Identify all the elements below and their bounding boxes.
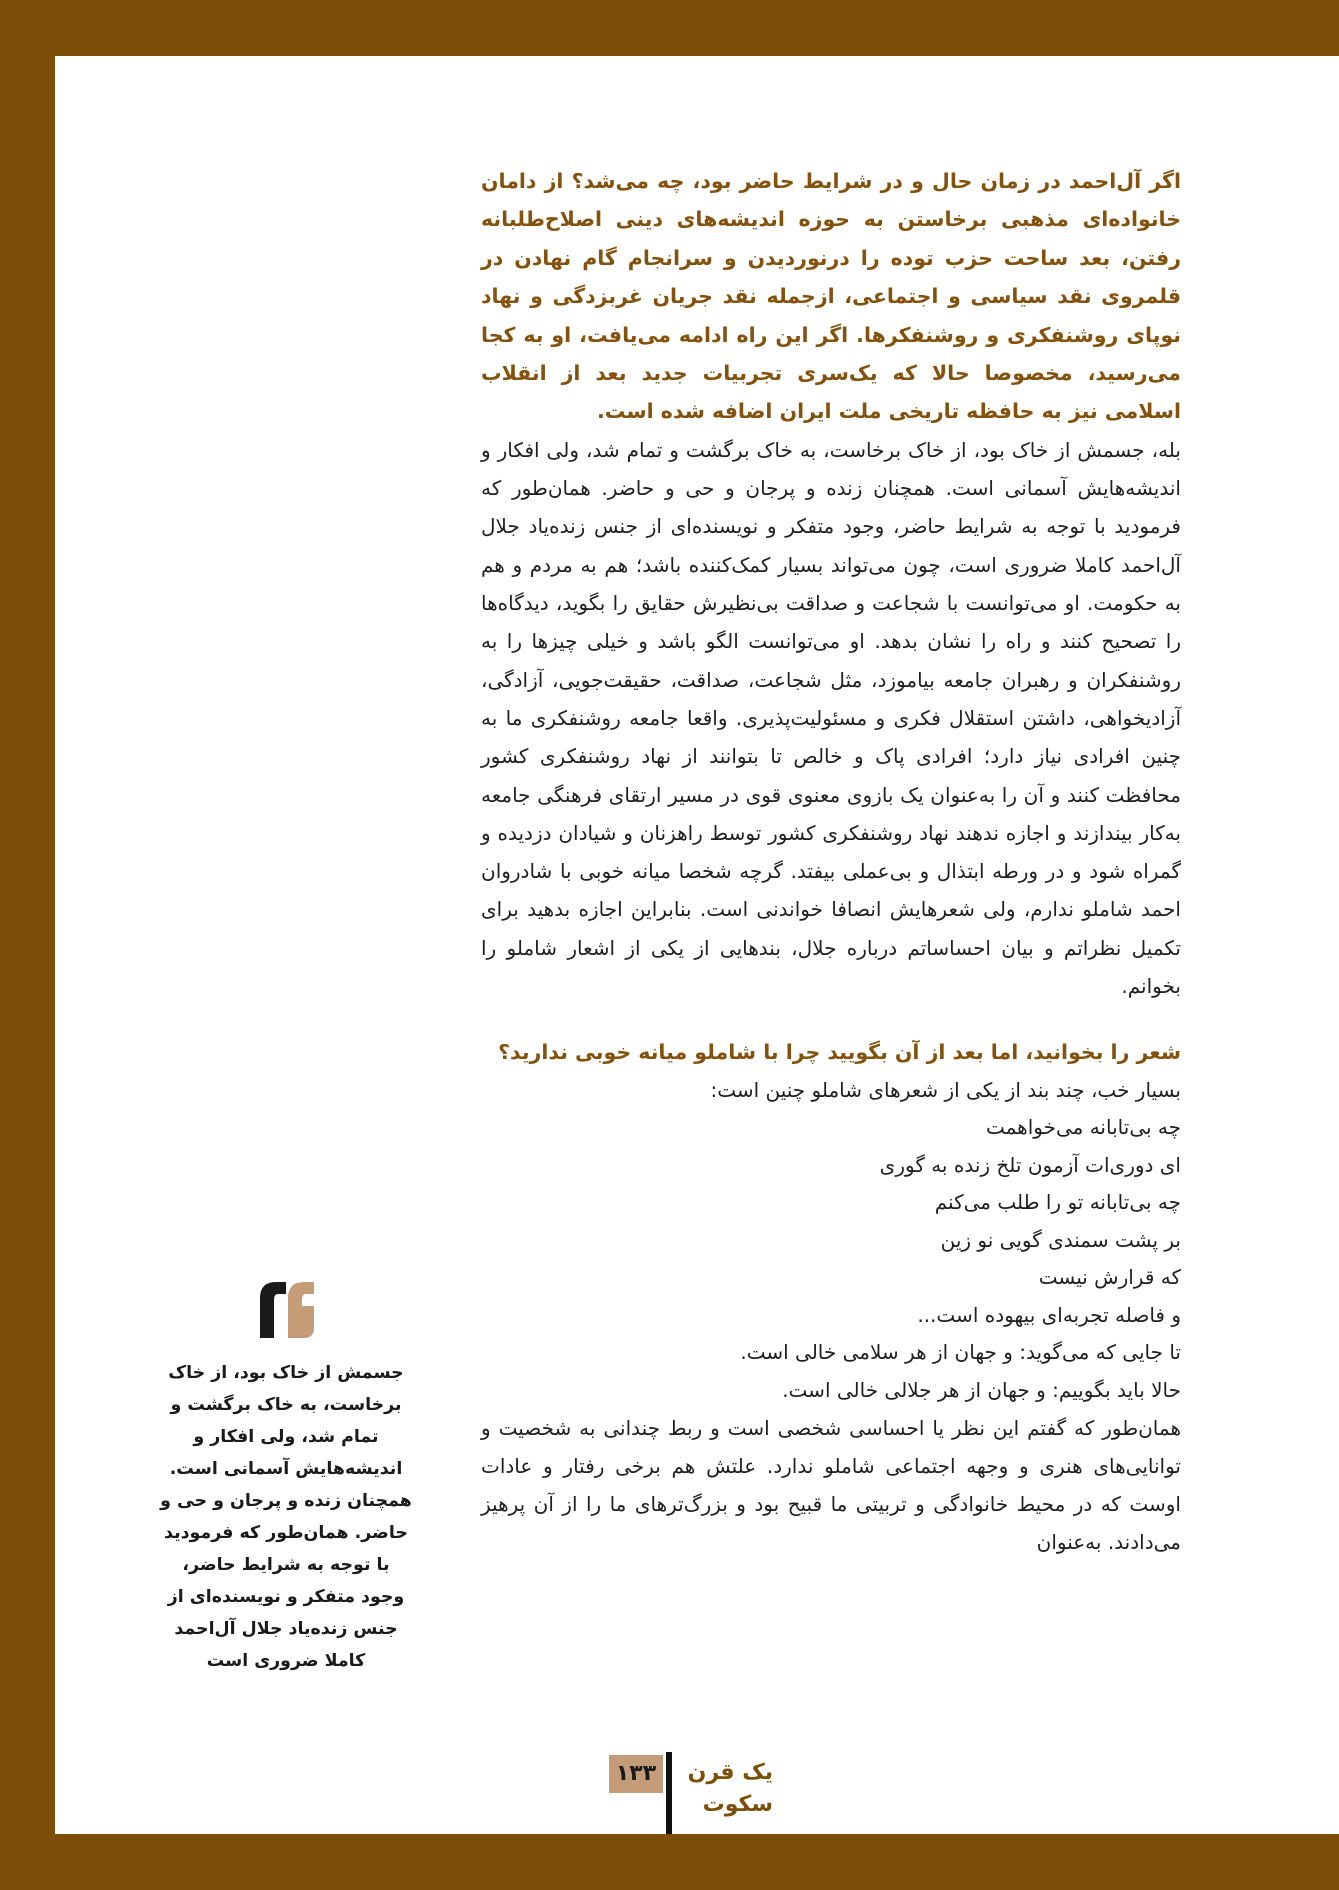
interview-answer-2: همان‌طور که گفتم این نظر یا احساسی شخصی است و ربط چندانی به شخصیت و توانایی‌های هنری و وجهه اجتماعی شاملو ندارد. علتش هم برخی رفتار و عادات اوست که در محیط خانوادگی و تربیتی ما قبیح بود و بزرگ‌ترهای ما را از آن پرهیز می‌دادند. به‌عنوان	[481, 1416, 1181, 1555]
answer-2-intro: بسیار خب، چند بند از یکی از شعرهای شاملو چنین است:	[710, 1077, 1181, 1102]
poem	[481, 1109, 1181, 1334]
poem-line: که قرارش نیست	[1038, 1265, 1181, 1290]
poem-line: بر پشت سمندی گویی نو زین	[940, 1227, 1181, 1252]
footer-divider	[666, 1752, 672, 1834]
section-title-line-1: یک قرن	[687, 1760, 773, 1785]
after-poem-line-1: تا جایی که می‌گوید: و جهان از هر سلامی خالی است.	[740, 1340, 1181, 1365]
quote-mark-icon	[252, 1280, 322, 1340]
page-number: ۱۳۳	[609, 1755, 663, 1793]
interview-question-1: اگر آل‌احمد در زمان حال و در شرایط حاضر بود، چه می‌شد؟ از دامان خانواده‌ای مذهبی برخاستن به حوزه اندیشه‌های دینی اصلاح‌طلبانه رفتن، بعد ساحت حزب توده را درنوردیدن و سرانجام گام نهادن در قلمروی نقد سیاسی و اجتماعی، ازجمله نقد جریان غربزدگی و نهاد نوپای روشنفکری و روشنفکرها. اگر این راه ادامه می‌یافت، او به کجا می‌رسید، مخصوصا حالا که یک‌سری تجربیات جدید بعد از انقلاب اسلامی نیز به حافظه تاریخی ملت ایران اضافه شده است.	[481, 169, 1181, 424]
section-title	[683, 1757, 773, 1821]
poem-line: و فاصله تجربه‌ای بیهوده است...	[917, 1302, 1181, 1327]
interview-question-2: شعر را بخوانید، اما بعد از آن بگویید چرا با شاملو میانه خوبی ندارید؟	[498, 1040, 1181, 1065]
main-column	[481, 162, 1181, 1561]
poem-line: چه بی‌تابانه می‌خواهمت	[985, 1115, 1181, 1140]
pull-quote: جسمش از خاک بود، از خاک برخاست، به خاک برگشت و تمام شد، ولی افکار و اندیشه‌هایش آسمانی است. همچنان زنده و پرجان و حی و حاضر. همان‌طور که فرمودید با توجه به شرایط حاضر، وجود متفکر و نویسنده‌ای از جنس زنده‌یاد جلال آل‌احمد کاملا ضروری است	[160, 1363, 412, 1671]
interview-answer-1: بله، جسمش از خاک بود، از خاک برخاست، به خاک برگشت و تمام شد، ولی افکار و اندیشه‌هایش آسمانی است. همچنان زنده و پرجان و حی و حاضر. همان‌طور که فرمودید با توجه به شرایط حاضر، وجود متفکر و نویسنده‌ای از جنس زنده‌یاد جلال آل‌احمد کاملا ضروری است، چون می‌تواند بسیار کمک‌کننده باشد؛ هم به مردم و هم به حکومت. او می‌توانست با شجاعت و صداقت بی‌نظیرش حقایق را بگوید، دیدگاه‌ها را تصحیح کنند و راه را نشان بدهد. او می‌توانست الگو باشد و خیلی چیزها را به روشنفکران و رهبران جامعه بیاموزد، مثل شجاعت، صداقت، حقیقت‌جویی، آزادگی، آزادیخواهی، داشتن استقلال فکری و مسئولیت‌پذیری. واقعا جامعه روشنفکری ما به چنین افرادی نیاز دارد؛ افرادی پاک و خالص تا بتوانند از نهاد روشنفکری کشور محافظت کنند و آن را به‌عنوان یک بازوی معنوی قوی در مسیر ارتقای فرهنگی جامعه به‌کار بیندازند و اجازه ندهند نهاد روشنفکری کشور توسط راهزنان و شیادان دزدیده و گمراه شود و در ورطه ابتذال و بی‌عملی بیفتد. گرچه شخصا میانه خوبی با شادروان احمد شاملو ندارم، ولی شعرهایش انصافا خواندنی است. بنابراین اجازه بدهید برای تکمیل نظراتم و بیان احساساتم درباره جلال، بندهایی از یکی از اشعار شاملو را بخوانم.	[481, 437, 1181, 998]
poem-line: چه بی‌تابانه تو را طلب می‌کنم	[934, 1190, 1181, 1215]
section-title-line-2: سکوت	[702, 1792, 773, 1817]
poem-line: ای دوری‌ات آزمون تلخ زنده به گوری	[879, 1152, 1181, 1177]
after-poem-line-2: حالا باید بگوییم: و جهان از هر جلالی خالی است.	[782, 1377, 1181, 1402]
